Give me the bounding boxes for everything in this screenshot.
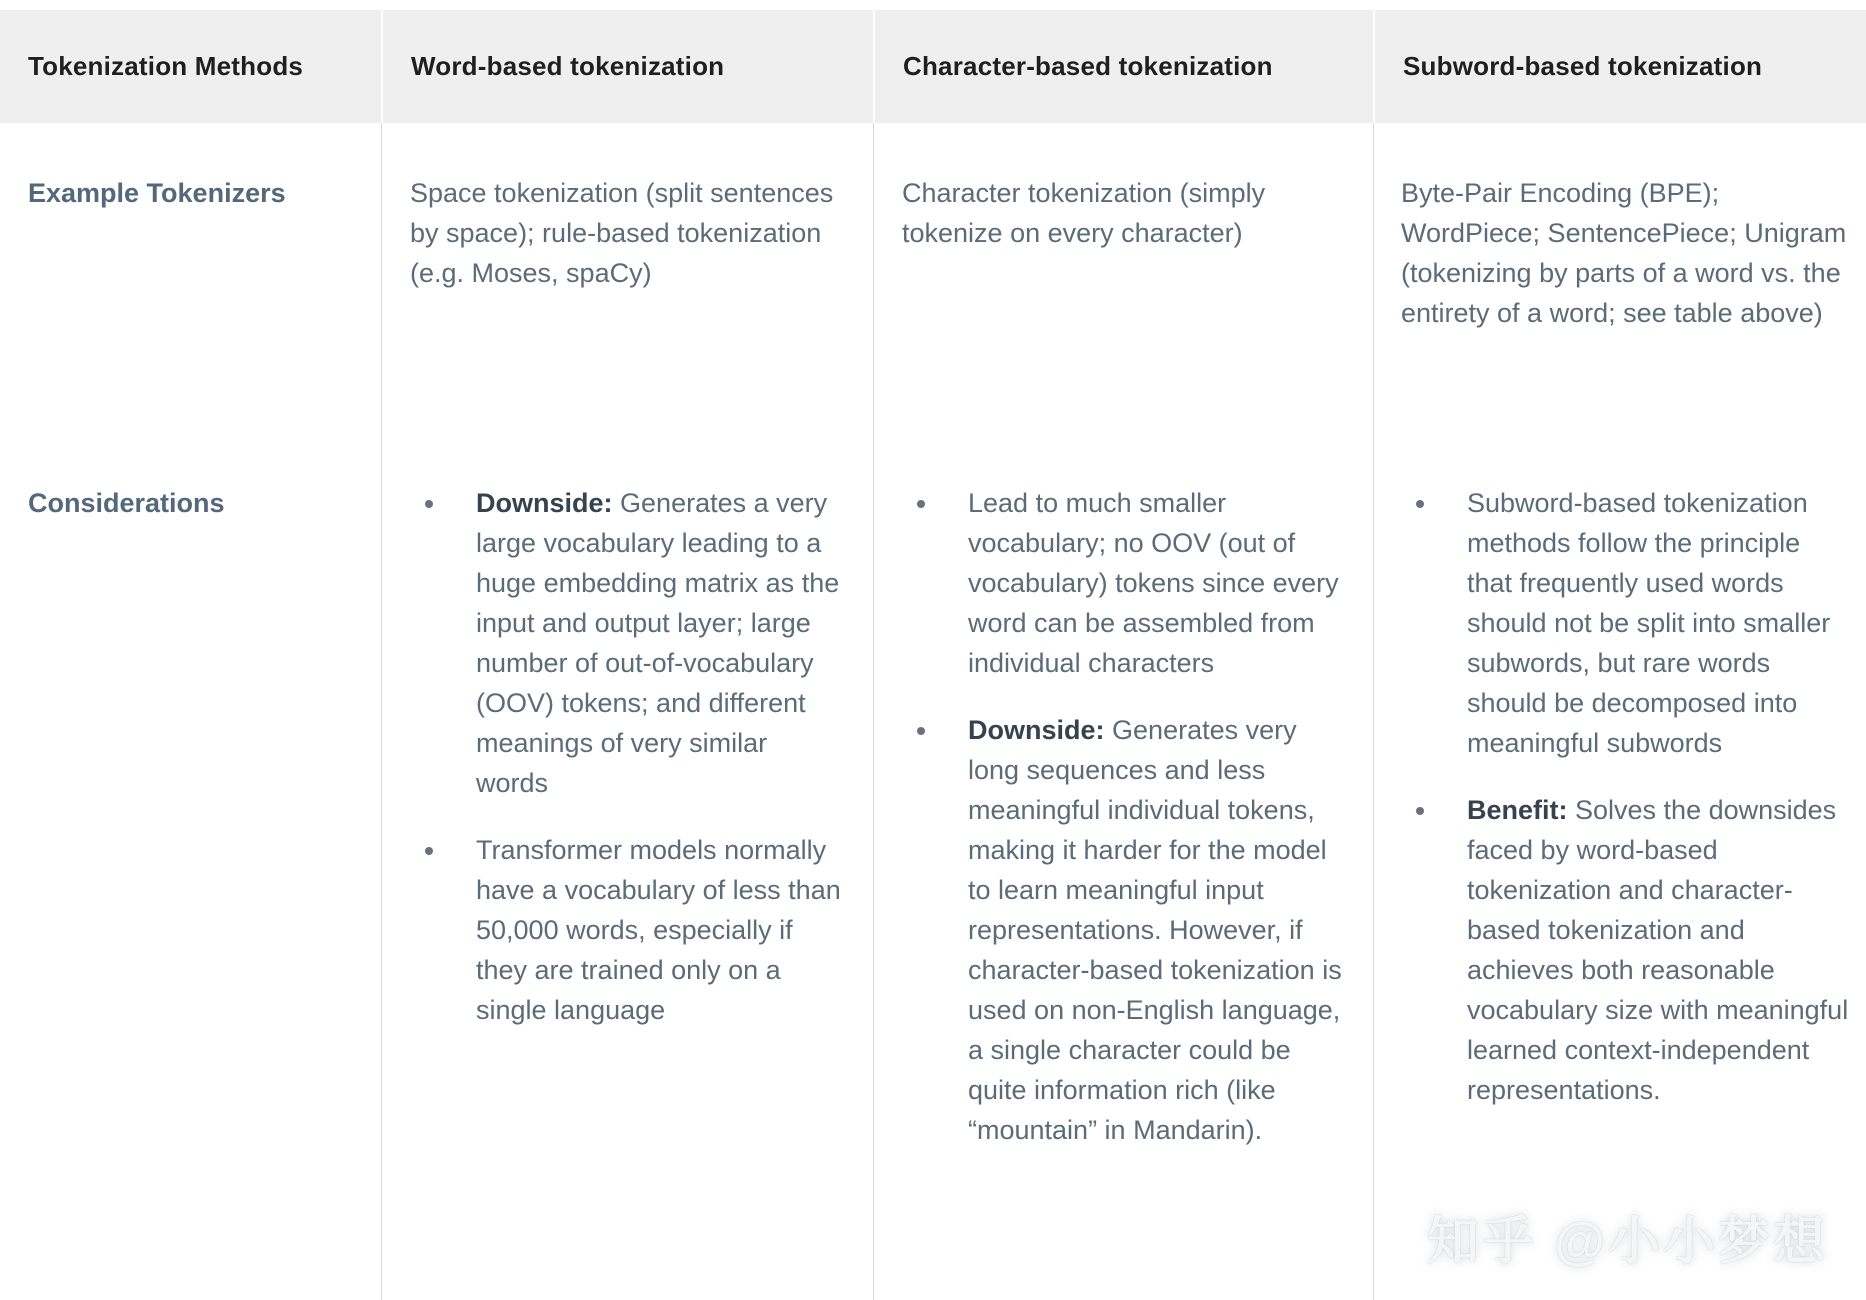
row-label-example-tokenizers: Example Tokenizers (28, 178, 286, 208)
examples-character-cell: Character tokenization (simply tokenize on every character) (873, 123, 1373, 477)
list-item (902, 710, 1345, 1150)
considerations-subword-cell (1373, 477, 1866, 1300)
row-label-considerations: Considerations (28, 488, 225, 518)
list-item (902, 483, 1345, 683)
column-header-character-based: Character-based tokenization (873, 10, 1373, 123)
bullet-text: Lead to much smaller vocabulary; no OOV (out of vocabulary) tokens since every word can be assembled from individual characters (968, 488, 1339, 678)
considerations-character-cell (873, 477, 1373, 1300)
bullet-text: Generates a very large vocabulary leading to a huge embedding matrix as the input and output layer; large number of out-of-vocabulary (OOV) tokens; and different meanings of very similar words (476, 488, 840, 798)
watermark: 知乎 @小小梦想 (1426, 1213, 1828, 1271)
bullet-text: Solves the downsides faced by word-based tokenization and character-based tokenization and achieves both reasonable vocabulary size with meaningful learned context-independent representations. (1467, 795, 1849, 1105)
considerations-word-cell (381, 477, 873, 1300)
bullet-lead: Benefit: (1467, 795, 1568, 825)
column-header-subword-based: Subword-based tokenization (1373, 10, 1866, 123)
column-header-tokenization-methods: Tokenization Methods (0, 10, 381, 123)
examples-word-cell: Space tokenization (split sentences by space); rule-based tokenization (e.g. Moses, spaCy) (381, 123, 873, 477)
bullet-lead: Downside: (968, 715, 1105, 745)
bullet-text: Subword-based tokenization methods follow the principle that frequently used words should not be split into smaller subwords, but rare words should be decomposed into meaningful subwords (1467, 488, 1831, 758)
column-header-word-based: Word-based tokenization (381, 10, 873, 123)
list-item (1401, 790, 1850, 1110)
bullet-text: Transformer models normally have a vocabulary of less than 50,000 words, especially if they are trained only on a single language (476, 835, 841, 1025)
examples-subword-cell: Byte-Pair Encoding (BPE); WordPiece; SentencePiece; Unigram (tokenizing by parts of a word vs. the entirety of a word; see table above) (1373, 123, 1866, 477)
list-item (410, 483, 845, 803)
list-item (1401, 483, 1850, 763)
bullet-lead: Downside: (476, 488, 613, 518)
bullet-text: Generates very long sequences and less meaningful individual tokens, making it harder for the model to learn meaningful input representations. However, if character-based tokenization is used on non-English language, a single character could be quite information rich (like “mountain” in Mandarin). (968, 715, 1342, 1145)
list-item (410, 830, 845, 1030)
